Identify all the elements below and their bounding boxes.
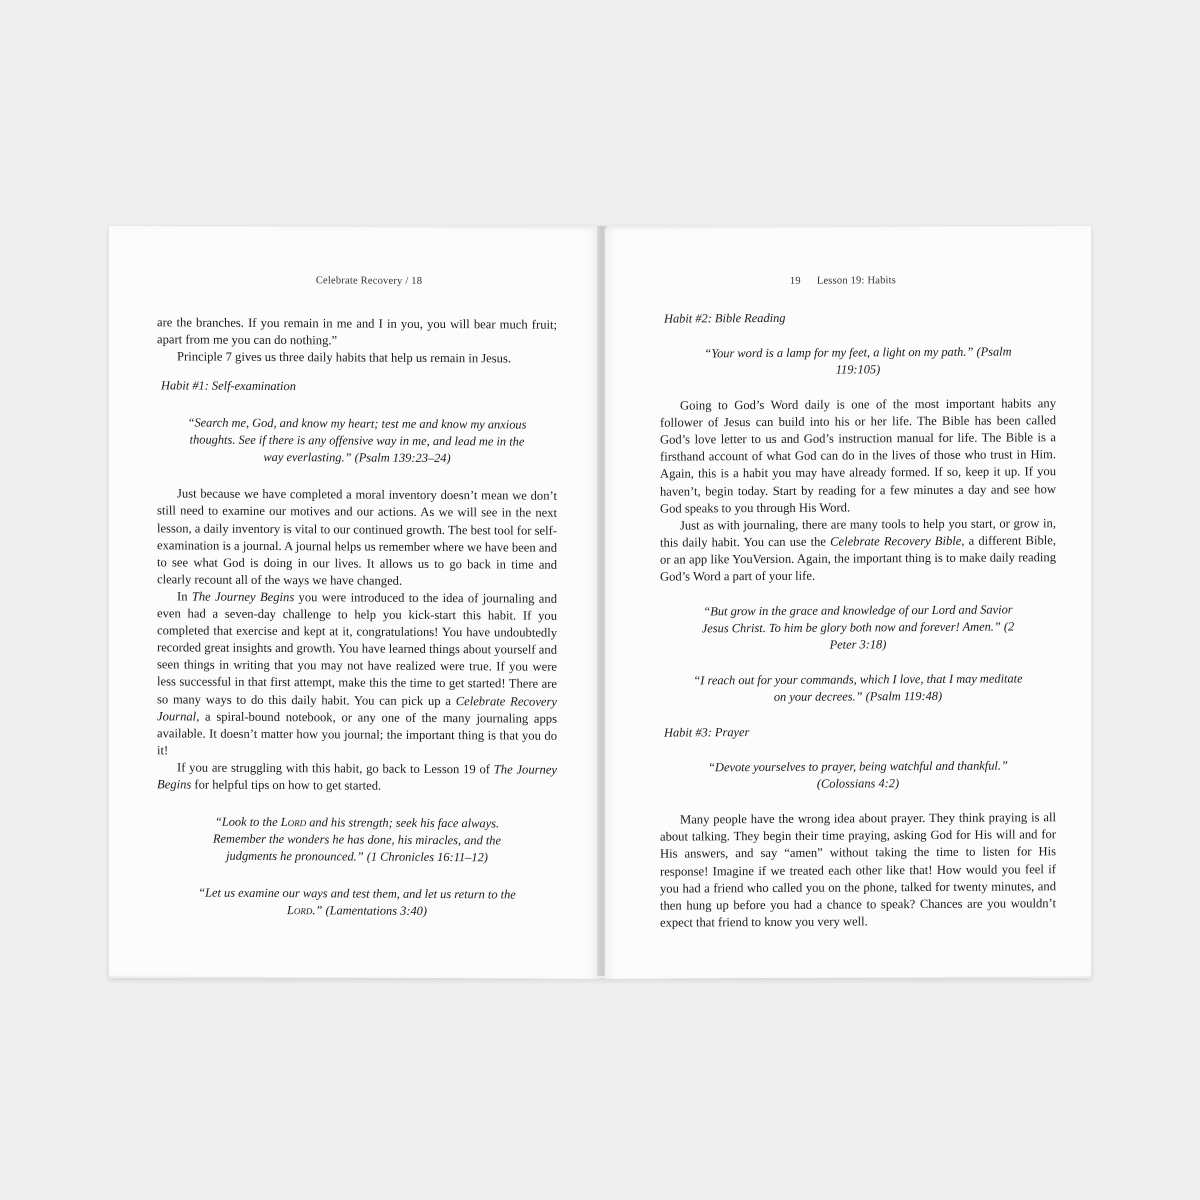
right-running-head: 19 Lesson 19: Habits bbox=[789, 275, 897, 287]
paragraph-prayer: Many people have the wrong idea about prayer. They think praying is all about talking. They begin their time praying, asking God for His will and for His answers, and say “amen” without taking the time to listen for His response! Imagine if we treated each other like that! How would you feel if you had a friend who called you on the phone, talked for twenty minutes, and then hung up before you had a chance to speak? Chances are you wouldn’t expect that friend to know you very well. bbox=[660, 810, 1056, 930]
habit2-heading: Habit #2: Bible Reading bbox=[664, 310, 786, 326]
right-page bbox=[605, 226, 1091, 979]
left-running-head: Celebrate Recovery / 18 bbox=[315, 275, 423, 287]
right-page-text bbox=[660, 308, 1056, 931]
quote-psalm-119-105: “Your word is a lamp for my feet, a light on my path.” (Psalm 119:105) bbox=[704, 344, 1012, 377]
quote-psalm-119-48: “I reach out for your commands, which I love, that I may meditate on your decrees.” (Psalm 119:48) bbox=[693, 671, 1023, 705]
open-book bbox=[109, 226, 1091, 976]
left-page bbox=[109, 226, 599, 979]
quote-1-chronicles: “Look to the Lord and his strength; seek his face always. Remember the wonders he has done, his miracles, and the judgments he pronounced.” (1 Chronicles 16:11–12) bbox=[212, 814, 502, 865]
quote-2-peter: “But grow in the grace and knowledge of our Lord and Savior Jesus Christ. To him be glory both now and forever! Amen.” (2 Peter 3:18) bbox=[701, 602, 1015, 652]
paragraph-principle: Principle 7 gives us three daily habits that help us remain in Jesus. bbox=[177, 349, 512, 366]
left-page-text bbox=[157, 314, 557, 941]
paragraph-opening: are the branches. If you remain in me and I in you, you will bear much fruit; apart from me you can do nothing.” bbox=[157, 315, 557, 348]
page-number: 19 bbox=[789, 275, 801, 287]
paragraph-just-because: Just because we have completed a moral inventory doesn’t mean we don’t still need to examine our motives and our actions. As we will see in the next lesson, a daily inventory is vital to our continued growth. The best tool for self-examination is a journal. A journal helps us remember where we have been and to see what God is doing in our lives. It allows us to go back in time and clearly recount all of the ways we have changed. bbox=[157, 486, 557, 588]
paragraph-journey-begins: In The Journey Begins you were introduced to the idea of journaling and even had a seven-day challenge to help you kick-start this habit. If you completed that exercise and kept at it, congratulations! You have undoubtedly recorded great insights and growth. You have learned things about yourself and seen things in writing that you may not have realized were true. If you were less successful in that first attempt, make this the time to get started! There are so many ways to do this daily habit. You can pick up a Celebrate Recovery Journal, a spiral-bound notebook, or any one of the many journaling apps available. It doesn’t matter how you journal; the important thing is that you do it! bbox=[157, 589, 557, 758]
paragraph-tools: Just as with journaling, there are many tools to help you start, or grow in, this daily habit. You can use the Celebrate Recovery Bible, a different Bible, or an app like YouVersion. Again, the important thing is to make daily reading God’s Word a part of your life. bbox=[660, 515, 1056, 584]
quote-psalm-139: “Search me, God, and know my heart; test me and know my anxious thoughts. See if there is any offensive way in me, and lead me in the way everlasting.” (Psalm 139:23–24) bbox=[187, 415, 527, 466]
paragraph-struggling: If you are struggling with this habit, go back to Lesson 19 of The Journey Begins for helpful tips on how to get started. bbox=[157, 760, 558, 793]
quote-lamentations: “Let us examine our ways and test them, and let us return to the Lord.” (Lamentations 3:40) bbox=[198, 885, 516, 919]
paragraph-going: Going to God’s Word daily is one of the most important habits any follower of Jesus can build into his or her life. The Bible has been called God’s love letter to us and God’s instruction manual for life. The Bible is a firsthand account of what God can do in the lives of those who trust in Him. Again, this is a habit you may have already formed. If so, keep it up. If you haven’t, begin today. Start by reading for a few minutes a day and see how God speaks to you through His Word. bbox=[660, 396, 1056, 516]
quote-colossians: “Devote yourselves to prayer, being watchful and thankful.” (Colossians 4:2) bbox=[708, 758, 1008, 791]
habit1-heading: Habit #1: Self-examination bbox=[161, 378, 296, 394]
habit3-heading: Habit #3: Prayer bbox=[664, 725, 750, 740]
